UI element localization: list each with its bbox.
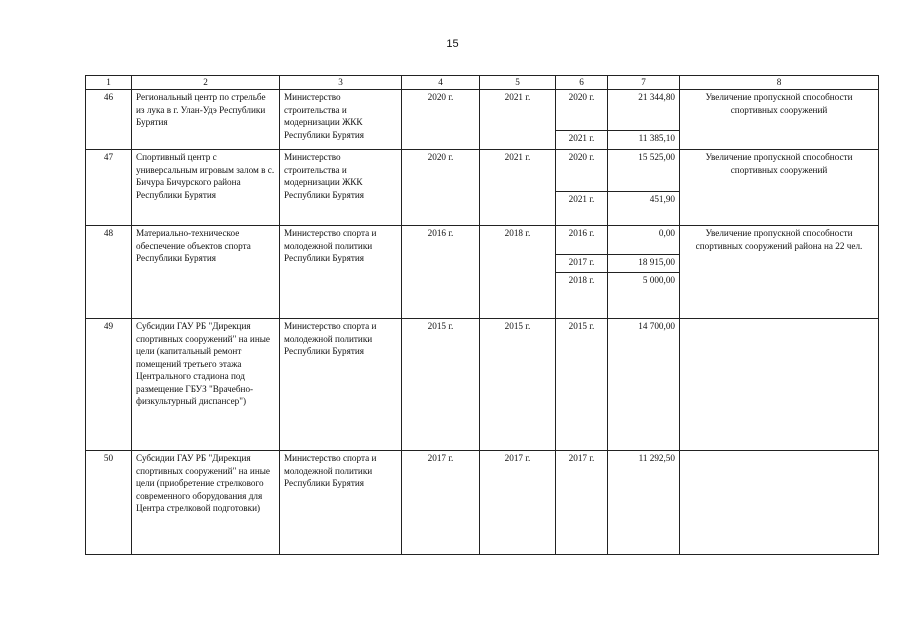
header-cell: 4 xyxy=(402,76,480,90)
row-number: 49 xyxy=(86,319,132,451)
expected-result: Увеличение пропускной способности спортивных сооружений района на 22 чел. xyxy=(680,226,879,319)
funding-amount: 15 525,00 xyxy=(608,150,680,192)
funding-year: 2017 г. xyxy=(556,255,608,273)
program-objects-table xyxy=(85,75,879,555)
end-year: 2021 г. xyxy=(480,150,556,226)
row-number: 47 xyxy=(86,150,132,226)
start-year: 2020 г. xyxy=(402,90,480,150)
header-cell: 6 xyxy=(556,76,608,90)
funding-year: 2021 г. xyxy=(556,131,608,150)
start-year: 2017 г. xyxy=(402,451,480,555)
end-year: 2015 г. xyxy=(480,319,556,451)
table-row xyxy=(86,90,879,131)
ministry: Министерство спорта и молодежной политики Республики Бурятия xyxy=(280,319,402,451)
header-cell: 1 xyxy=(86,76,132,90)
row-number: 50 xyxy=(86,451,132,555)
funding-year: 2017 г. xyxy=(556,451,608,555)
start-year: 2015 г. xyxy=(402,319,480,451)
table-row xyxy=(86,150,879,192)
table-row xyxy=(86,451,879,555)
header-cell: 8 xyxy=(680,76,879,90)
header-cell: 3 xyxy=(280,76,402,90)
page-number: 15 xyxy=(446,38,459,50)
funding-amount: 451,90 xyxy=(608,192,680,226)
ministry: Министерство строительства и модернизации ЖКК Республики Бурятия xyxy=(280,150,402,226)
funding-year: 2016 г. xyxy=(556,226,608,255)
funding-year: 2020 г. xyxy=(556,150,608,192)
ministry: Министерство спорта и молодежной политики Республики Бурятия xyxy=(280,226,402,319)
end-year: 2018 г. xyxy=(480,226,556,319)
object-name: Спортивный центр с универсальным игровым залом в с. Бичура Бичурского района Республики Бурятия xyxy=(132,150,280,226)
funding-amount: 0,00 xyxy=(608,226,680,255)
expected-result xyxy=(680,451,879,555)
row-number: 48 xyxy=(86,226,132,319)
expected-result: Увеличение пропускной способности спортивных сооружений xyxy=(680,90,879,150)
object-name: Субсидии ГАУ РБ "Дирекция спортивных сооружений" на иные цели (капитальный ремонт помещений третьего этажа Центрального стадиона под размещение ГБУЗ "Врачебно-физкультурный диспансер") xyxy=(132,319,280,451)
funding-amount: 21 344,80 xyxy=(608,90,680,131)
object-name: Региональный центр по стрельбе из лука в г. Улан-Удэ Республики Бурятия xyxy=(132,90,280,150)
end-year: 2021 г. xyxy=(480,90,556,150)
table-row xyxy=(86,226,879,255)
table-row xyxy=(86,319,879,451)
start-year: 2016 г. xyxy=(402,226,480,319)
ministry: Министерство спорта и молодежной политики Республики Бурятия xyxy=(280,451,402,555)
funding-year: 2018 г. xyxy=(556,273,608,319)
funding-amount: 5 000,00 xyxy=(608,273,680,319)
funding-amount: 18 915,00 xyxy=(608,255,680,273)
header-cell: 7 xyxy=(608,76,680,90)
header-cell: 5 xyxy=(480,76,556,90)
expected-result: Увеличение пропускной способности спортивных сооружений xyxy=(680,150,879,226)
ministry: Министерство строительства и модернизации ЖКК Республики Бурятия xyxy=(280,90,402,150)
end-year: 2017 г. xyxy=(480,451,556,555)
row-number: 46 xyxy=(86,90,132,150)
funding-year: 2020 г. xyxy=(556,90,608,131)
start-year: 2020 г. xyxy=(402,150,480,226)
funding-year: 2015 г. xyxy=(556,319,608,451)
expected-result xyxy=(680,319,879,451)
header-cell: 2 xyxy=(132,76,280,90)
funding-amount: 11 385,10 xyxy=(608,131,680,150)
header-row xyxy=(86,76,879,90)
funding-year: 2021 г. xyxy=(556,192,608,226)
object-name: Субсидии ГАУ РБ "Дирекция спортивных сооружений" на иные цели (приобретение стрелкового современного оборудования для Центра стрелковой подготовки) xyxy=(132,451,280,555)
funding-amount: 11 292,50 xyxy=(608,451,680,555)
funding-amount: 14 700,00 xyxy=(608,319,680,451)
object-name: Материально-техническое обеспечение объектов спорта Республики Бурятия xyxy=(132,226,280,319)
